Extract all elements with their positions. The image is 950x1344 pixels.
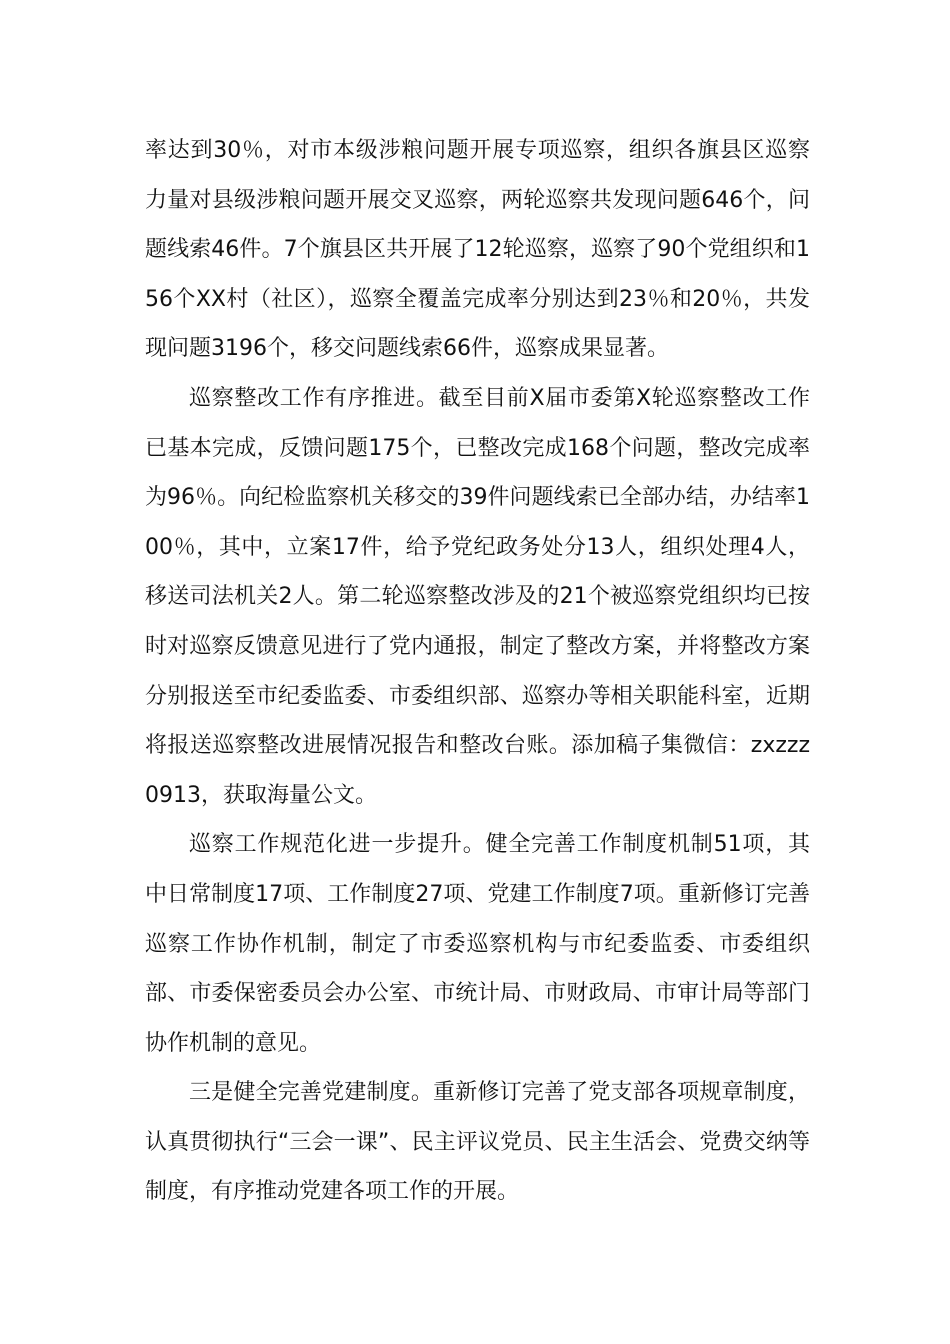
paragraph-2: 巡察整改工作有序推进。截至目前X届市委第X轮巡察整改工作已基本完成，反馈问题175个，已整改完成168个问题，整改完成率为96％。向纪检监察机关移交的39件问题线索已全部办结，办结率100％，其中，立案17件，给予党纪政务处分13人，组织处理4人，移送司法机关2人。第二轮巡察整改涉及的21个被巡察党组织均已按时对巡察反馈意见进行了党内通报，制定了整改方案，并将整改方案分别报送至市纪委监委、市委组织部、巡察办等相关职能科室，近期将报送巡察整改进展情况报告和整改台账。添加稿子集微信：zxzzz0913，获取海量公文。 — [145, 385, 811, 808]
document-body — [145, 126, 810, 1217]
paragraph-4: 三是健全完善党建制度。重新修订完善了党支部各项规章制度，认真贯彻执行“三会一课”、民主评议党员、民主生活会、党费交纳等制度，有序推动党建各项工作的开展。 — [145, 1080, 810, 1205]
paragraph-3: 巡察工作规范化进一步提升。健全完善工作制度机制51项，其中日常制度17项、工作制度27项、党建工作制度7项。重新修订完善巡察工作协作机制，制定了市委巡察机构与市纪委监委、市委组织部、市委保密委员会办公室、市统计局、市财政局、市审计局等部门协作机制的意见。 — [145, 832, 810, 1056]
paragraph-1: 率达到30％，对市本级涉粮问题开展专项巡察，组织各旗县区巡察力量对县级涉粮问题开展交叉巡察，两轮巡察共发现问题646个，问题线索46件。7个旗县区共开展了12轮巡察，巡察了90个党组织和156个XX村（社区），巡察全覆盖完成率分别达到23％和20％，共发现问题3196个，移交问题线索66件，巡察成果显著。 — [145, 138, 810, 362]
